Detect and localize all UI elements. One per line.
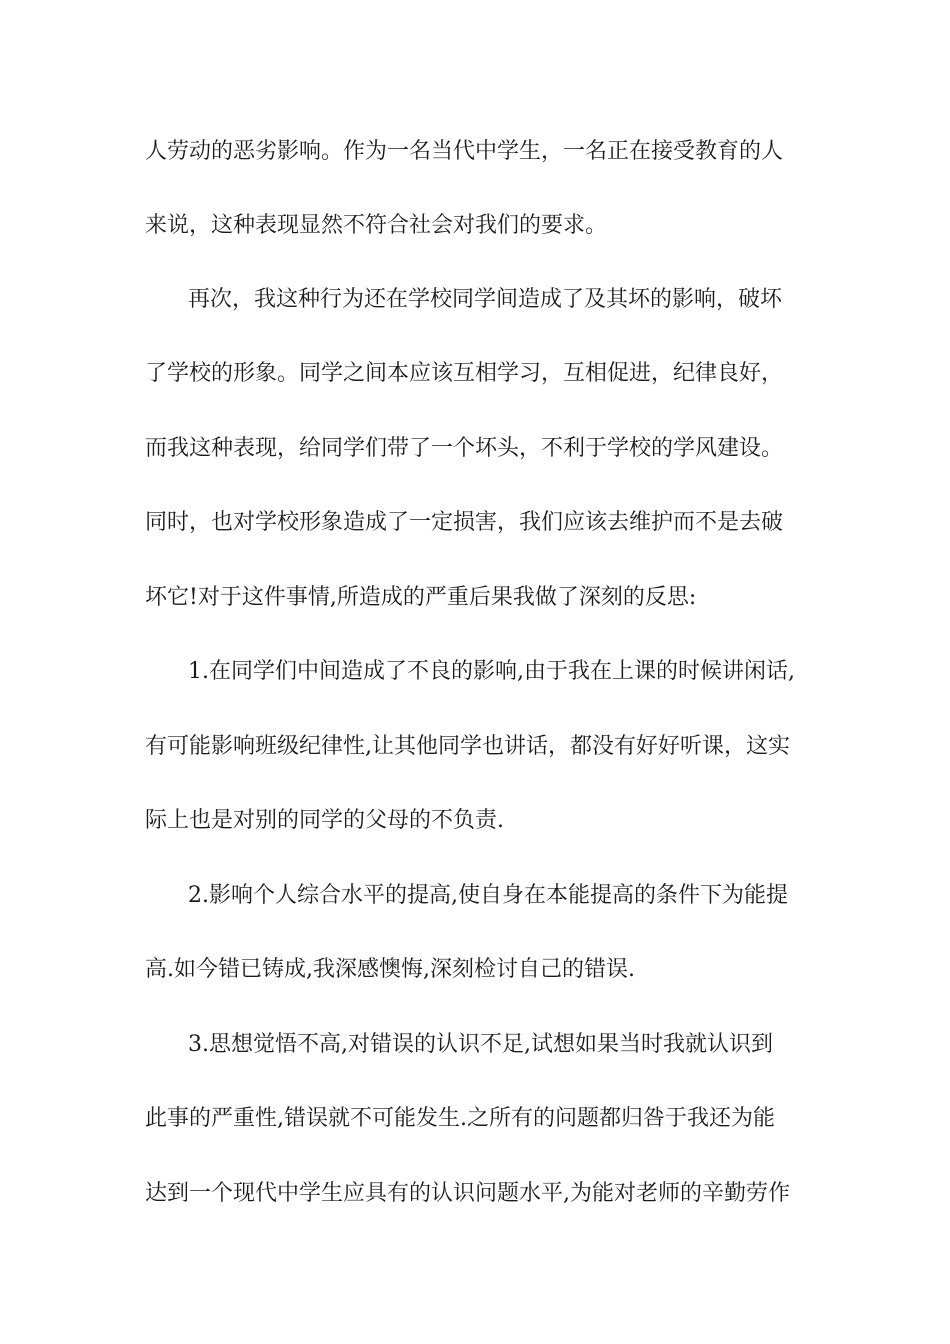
text-line: 际上也是对别的同学的父母的不负责. — [145, 808, 504, 833]
text-line: 达到一个现代中学生应具有的认识问题水平,为能对老师的辛勤劳作 — [145, 1181, 790, 1206]
text-line: 有可能影响班级纪律性,让其他同学也讲话，都没有好好听课，这实 — [145, 734, 790, 759]
list-item-line: 1.在同学们中间造成了不良的影响,由于我在上课的时候讲闲话, — [188, 659, 795, 684]
text-line: 高.如今错已铸成,我深感懊悔,深刻检讨自己的错误. — [145, 957, 635, 982]
list-item-line: 2.影响个人综合水平的提高,使自身在本能提高的条件下为能提 — [188, 883, 788, 908]
text-line: 了学校的形象。同学之间本应该互相学习，互相促进，纪律良好， — [145, 361, 784, 386]
paragraph-start-line: 再次，我这种行为还在学校同学间造成了及其坏的影响，破坏 — [188, 287, 783, 312]
text-line: 人劳动的恶劣影响。作为一名当代中学生，一名正在接受教育的人 — [145, 139, 784, 164]
text-line: 此事的严重性,错误就不可能发生.之所有的问题都归咎于我还为能 — [145, 1106, 775, 1131]
text-line: 来说，这种表现显然不符合社会对我们的要求。 — [145, 213, 608, 238]
text-line: 而我这种表现，给同学们带了一个坏头，不利于学校的学风建设。 — [145, 436, 784, 461]
text-line: 坏它!对于这件事情,所造成的严重后果我做了深刻的反思: — [145, 585, 697, 610]
text-line: 同时，也对学校形象造成了一定损害，我们应该去维护而不是去破 — [145, 510, 784, 535]
list-item-line: 3.思想觉悟不高,对错误的认识不足,试想如果当时我就认识到 — [188, 1032, 773, 1057]
